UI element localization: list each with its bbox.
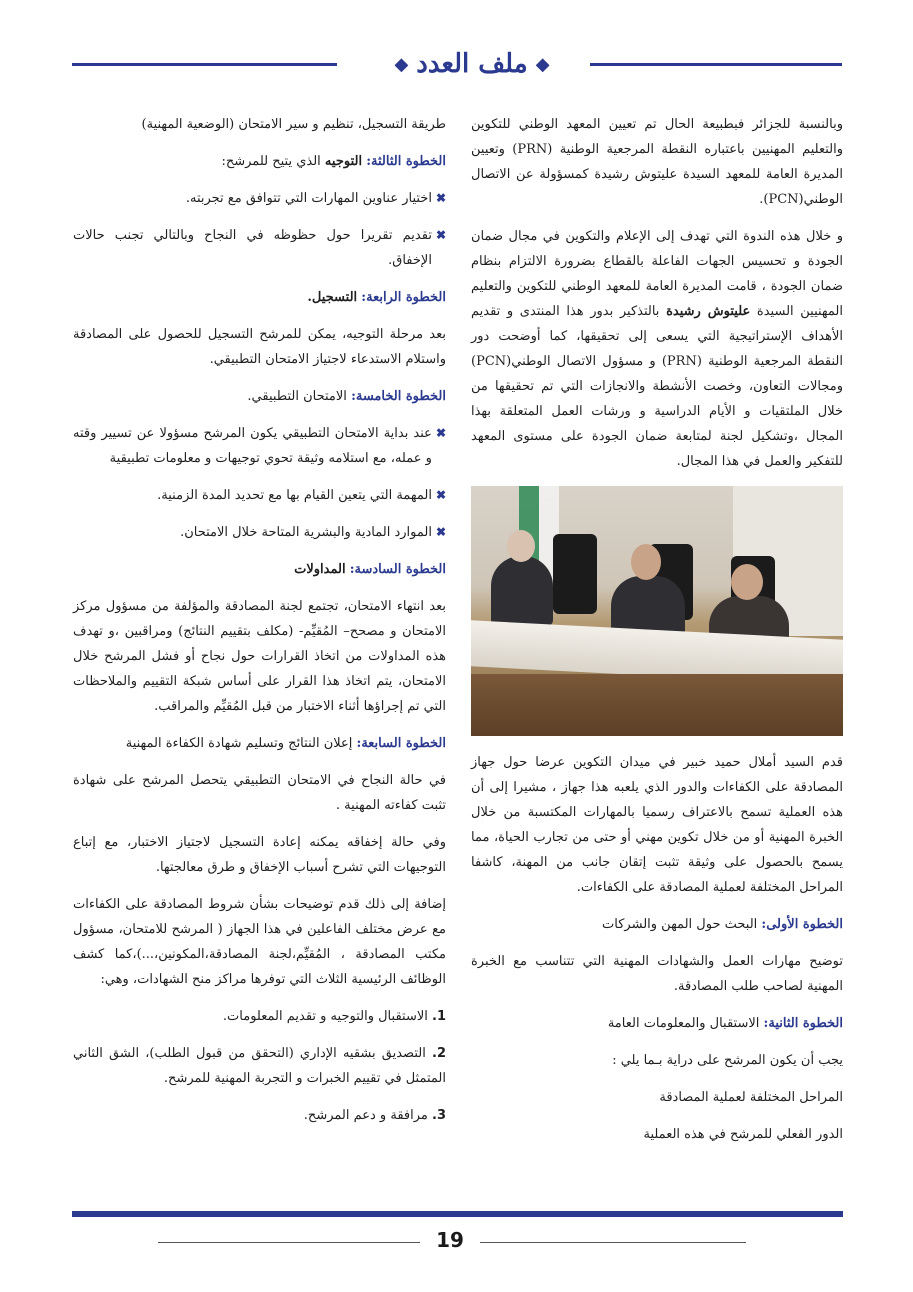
step-6 [73, 557, 446, 582]
paragraph: بعد انتهاء الامتحان، تجتمع لجنة المصادقة والمؤلفة من مسؤول مركز الامتحان و مصحح– المُقيِّم- (مكلف بتقييم النتائج) ومراقبين ،و تهدف هذه المداولات من اتخاذ القرارات حول نجاح أو فشل المرشح خلال الامتحان، يتم اتخاذ هذا القرار على أساس شبكة التقييم والملاحظات التي تم إجراؤها أثناء الاختبار من قبل المُقيِّم والمراقب. [73, 599, 446, 714]
step-label: الخطوة الثالثة: [366, 154, 446, 169]
header-rule-left [72, 63, 337, 66]
footer-rule-right [480, 1242, 746, 1243]
paragraph: وفي حالة إخفاقه يمكنه إعادة التسجيل لاجتياز الاختبار، مع إتباع التوجيهات التي تشرح أسباب الإخفاق و طرق معالجتها. [73, 835, 446, 875]
step-text: الذي يتيح للمرشح: [221, 154, 321, 169]
cross-bullet-icon: ✖ [435, 228, 446, 242]
item-text: التصديق بشقيه الإداري (التحقق من قبول الطلب)، الشق الثاني المتمثل في تقييم الخبرات و التجربة المهنية للمرشح. [73, 1046, 446, 1086]
bullet-item [73, 223, 446, 273]
step-title: الاستقبال والمعلومات العامة [607, 1016, 760, 1031]
page-number: 19 [436, 1228, 464, 1252]
paragraph: بعد مرحلة التوجيه، يمكن للمرشح التسجيل للحصول على المصادقة واستلام الاستدعاء لاجتياز الامتحان التطبيقي. [73, 327, 446, 367]
step-title: التوجيه [324, 154, 363, 169]
photo-floor [471, 674, 843, 736]
step-label: الخطوة السادسة: [349, 562, 446, 577]
step-5 [73, 384, 446, 409]
step-3 [73, 149, 446, 174]
item-number: 1. [432, 1009, 446, 1024]
paragraph: وبالنسبة للجزائر فبطبيعة الحال تم تعيين المعهد الوطني للتكوين والتعليم المهنيين باعتباره النقطة المرجعية الوطنية (PRN) وتعيين المديرة العامة للمعهد السيدة عليتوش رشيدة كمسؤولة عن الاتصال الوطني(PCN). [471, 117, 843, 207]
bullet-text: اختيار عناوين المهارات التي تتوافق مع تجربته. [185, 191, 432, 206]
bullet-item [73, 421, 446, 471]
step-1 [471, 912, 843, 937]
bullet-item [73, 186, 446, 211]
step-title: الامتحان التطبيقي. [247, 389, 347, 404]
numbered-item [73, 1041, 446, 1091]
step-label: الخطوة الخامسة: [351, 389, 446, 404]
photo-person-head [731, 564, 763, 600]
step-label: الخطوة السابعة: [356, 736, 446, 751]
step-title: إعلان النتائج وتسليم شهادة الكفاءة المهنية [125, 736, 353, 751]
paragraph-text: بالتذكير بدور هذا المنتدى و تقديم الأهداف الإستراتيجية التي يسعى إلى تحقيقها، كما أوضحت دور النقطة المرجعية الوطنية (PRN) و مسؤول الاتصال الوطني(PCN) ومجالات التعاون، وخصت الأنشطة والانجازات التي تم تحقيقها من خلال الملتقيات و الأيام الدراسية و ورشات العمل المتعلقة بهذا المجال ،وتشكيل لجنة لمتابعة ضمان الجودة على مستوى المعهد للتفكير والعمل في هذا المجال. [471, 304, 843, 469]
footer-bar [72, 1211, 843, 1217]
paragraph: إضافة إلى ذلك قدم توضيحات بشأن شروط المصادقة على الكفاءات مع عرض مختلف الفاعلين في هذا الجهاز ( المرشح للامتحان، مسؤول مكتب المصادقة ، المُقيِّم،لجنة المصادقة،المكونين،...)،كما كشف الوظائف الرئيسية الثلاث التي توفرها مراكز منح الشهادات، وهي: [73, 897, 446, 987]
bullet-item [73, 520, 446, 545]
right-column [471, 112, 843, 1159]
paragraph-text: و خلال هذه الندوة التي تهدف إلى الإعلام والتكوين في مجال ضمان الجودة و تحسيس الجهات الفاعلة بالقطاع بضرورة الالتزام بنظام ضمان الجودة ، قامت المديرة العامة للمعهد الوطني للتكوين والتعليم المهنيين السيدة [471, 229, 844, 319]
step-7 [73, 731, 446, 756]
cross-bullet-icon: ✖ [435, 525, 446, 539]
person-name: عليتوش رشيدة [666, 304, 751, 319]
step-title: المداولات [294, 562, 346, 577]
cross-bullet-icon: ✖ [435, 191, 446, 205]
bullet-text: المهمة التي يتعين القيام بها مع تحديد المدة الزمنية. [157, 488, 432, 503]
photo-person-head [507, 530, 535, 562]
bullet-text: تقديم تقريرا حول حظوظه في النجاح وبالتالي تجنب حالات الإخفاق. [73, 228, 432, 268]
step-label: الخطوة الثانية: [763, 1016, 843, 1031]
paragraph: طريقة التسجيل، تنظيم و سير الامتحان (الوضعية المهنية) [141, 117, 446, 132]
bullet-item [73, 483, 446, 508]
ornament-icon: ◆ [535, 53, 550, 75]
page-header [72, 44, 842, 84]
item-number: 2. [432, 1046, 446, 1061]
bullet-text: الموارد المادية والبشرية المتاحة خلال الامتحان. [180, 525, 432, 540]
step-4 [73, 285, 446, 310]
paragraph: توضيح مهارات العمل والشهادات المهنية التي تتناسب مع الخبرة المهنية لصاحب طلب المصادقة. [471, 954, 843, 994]
header-rule-right [590, 63, 842, 66]
item-number: 3. [432, 1108, 446, 1123]
step-label: الخطوة الرابعة: [361, 290, 446, 305]
paragraph: يجب أن يكون المرشح على دراية بـما يلي : [612, 1053, 843, 1068]
step-title: البحث حول المهن والشركات [602, 917, 758, 932]
section-title: ملف العدد [416, 49, 528, 79]
left-column [73, 112, 446, 1140]
paragraph: في حالة النجاح في الامتحان التطبيقي يتحصل المرشح على شهادة تثبت كفاءته المهنية . [73, 773, 446, 813]
numbered-item [73, 1004, 446, 1029]
photo-person [491, 556, 553, 626]
numbered-item [73, 1103, 446, 1128]
conference-photo [471, 486, 843, 736]
step-2 [471, 1011, 843, 1036]
paragraph: قدم السيد أملال حميد خبير في ميدان التكوين عرضا حول جهاز المصادقة على الكفاءات والدور الذي يلعبه هذا جهاز ، مشيرا إلى أن هذه العملية تسمح بالاعتراف رسميا بالمهارات المكتسبة من خلال الخبرة المهنية أو من خلال تكوين مهني أو حتى من تجارب الحياة، مما يسمح بالحصول على وثيقة تثبت إتقان جانب من المهنة، كاشفا المراحل المختلفة لعملية المصادقة على الكفاءات. [471, 755, 843, 895]
photo-chair [553, 534, 597, 614]
paragraph [471, 224, 843, 474]
footer-rule-left [158, 1242, 420, 1243]
photo-person [611, 576, 685, 636]
paragraph: المراحل المختلفة لعملية المصادقة [659, 1090, 843, 1105]
photo-person-head [631, 544, 661, 580]
cross-bullet-icon: ✖ [435, 426, 446, 440]
item-text: الاستقبال والتوجيه و تقديم المعلومات. [222, 1009, 428, 1024]
bullet-text: عند بداية الامتحان التطبيقي يكون المرشح مسؤولا عن تسيير وقته و عمله، مع استلامه وثيقة تحوي توجيهات و معلومات تطبيقية [73, 426, 432, 466]
paragraph: الدور الفعلي للمرشح في هذه العملية [643, 1127, 843, 1142]
cross-bullet-icon: ✖ [435, 488, 446, 502]
step-label: الخطوة الأولى: [761, 917, 843, 932]
section-title-banner [357, 44, 587, 84]
item-text: مرافقة و دعم المرشح. [303, 1108, 428, 1123]
step-title: التسجيل. [307, 290, 358, 305]
ornament-icon: ◆ [394, 53, 409, 75]
